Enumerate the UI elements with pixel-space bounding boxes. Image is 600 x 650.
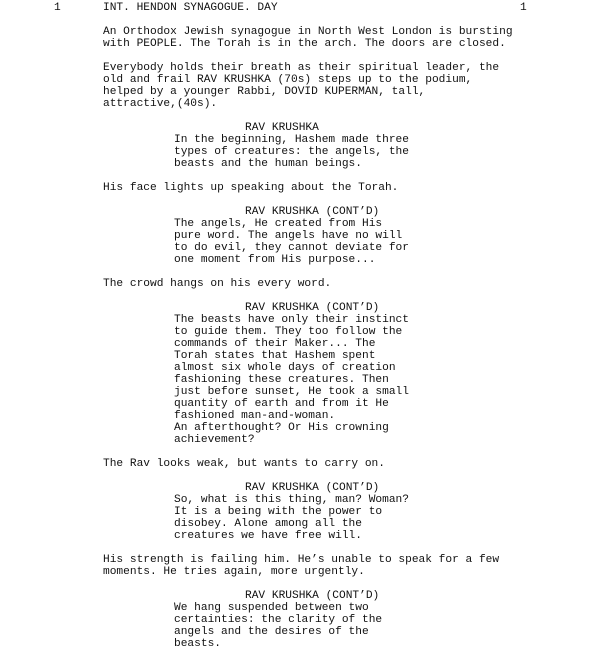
action-line: The Rav looks weak, but wants to carry on. xyxy=(103,458,385,470)
dialogue: In the beginning, Hashem made three types of creatures: the angels, the beasts and the human beings. xyxy=(174,134,409,170)
character-name: RAV KRUSHKA (CONT’D) xyxy=(245,590,380,602)
character-name: RAV KRUSHKA (CONT’D) xyxy=(245,302,380,314)
scene-heading: INT. HENDON SYNAGOGUE. DAY xyxy=(103,2,278,14)
action-line: Everybody holds their breath as their spiritual leader, the old and frail RAV KRUSHKA (70s) steps up to the podium, helped by a younger Rabbi, DOVID KUPERMAN, tall, attractive,(40s). xyxy=(103,62,500,110)
action-line: An Orthodox Jewish synagogue in North West London is bursting with PEOPLE. The Torah is in the arch. The doors are closed. xyxy=(103,26,513,50)
dialogue: The angels, He created from His pure word. The angels have no will to do evil, they cannot deviate for one moment from His purpose... xyxy=(174,218,409,266)
action-line: His strength is failing him. He’s unable to speak for a few moments. He tries again, more urgently. xyxy=(103,554,500,578)
dialogue: So, what is this thing, man? Woman? It is a being with the power to disobey. Alone among all the creatures we have free will. xyxy=(174,494,409,542)
action-line: The crowd hangs on his every word. xyxy=(103,278,332,290)
action-line: His face lights up speaking about the Torah. xyxy=(103,182,399,194)
character-name: RAV KRUSHKA (CONT’D) xyxy=(245,482,380,494)
dialogue: The beasts have only their instinct to guide them. They too follow the commands of their Maker... The Torah states that Hashem spent almost six whole days of creation fashioning these creatures. Then just before sunset, He took a small quantity of earth and from it He fashioned man-and-woman. An afterthought? Or His crowning achievement? xyxy=(174,314,409,446)
scene-number-left: 1 xyxy=(54,2,61,14)
dialogue: We hang suspended between two certainties: the clarity of the angels and the desires of the beasts. xyxy=(174,602,383,650)
scene-number-right: 1 xyxy=(520,2,527,14)
character-name: RAV KRUSHKA (CONT’D) xyxy=(245,206,380,218)
character-name: RAV KRUSHKA xyxy=(245,122,319,134)
